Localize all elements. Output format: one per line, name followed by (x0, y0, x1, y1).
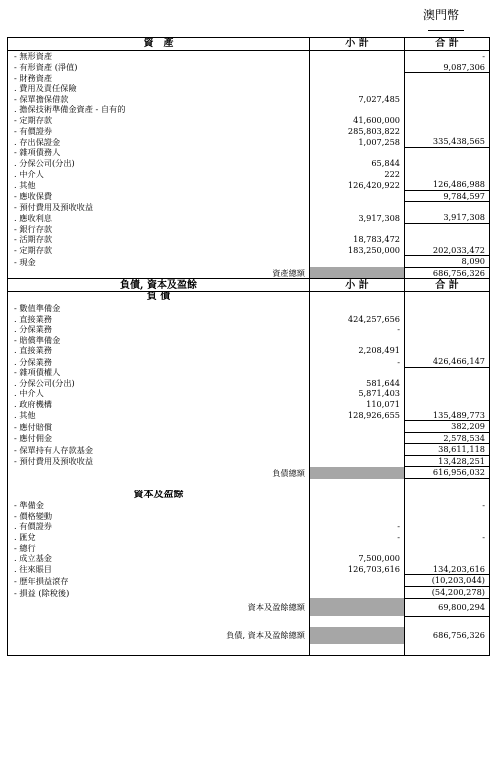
line-item-row (8, 444, 490, 456)
capital-total-row (8, 598, 490, 616)
line-item-total: - (482, 51, 485, 61)
line-item-subtotal: 285,803,822 (310, 126, 405, 137)
line-item-row (8, 158, 490, 169)
line-item-row (8, 202, 490, 213)
line-item-total (405, 234, 490, 245)
liabilities-total-row (8, 467, 490, 479)
line-item-label: - 銀行存款 (8, 224, 310, 235)
line-item-row (8, 324, 490, 335)
assets-header-subtotal: 小 計 (310, 38, 405, 51)
line-item-row (8, 410, 490, 421)
line-item-row (8, 388, 490, 399)
line-item-row (8, 378, 490, 389)
line-item-total: 426,466,147 (405, 356, 490, 367)
line-item-row (8, 126, 490, 137)
line-item-label: - 損益 (除稅後) (8, 587, 310, 599)
line-item-subtotal (310, 432, 405, 444)
line-item-subtotal: 7,027,485 (310, 94, 405, 105)
line-item-row (8, 212, 490, 223)
capital-subheader-row (8, 490, 490, 501)
assets-total-value: 686,756,326 (405, 267, 490, 279)
line-item-row (8, 564, 490, 575)
line-item-row (8, 179, 490, 190)
line-item-total (405, 115, 490, 126)
line-item-subtotal: 3,917,308 (310, 212, 405, 223)
assets-header-total: 合 計 (405, 38, 490, 51)
line-item-label: - 預付費用及預收收益 (8, 455, 310, 467)
line-item-row (8, 356, 490, 367)
liabilities-total-shaded-cell (310, 467, 405, 479)
line-item-label: - 財務資產 (8, 73, 310, 84)
assets-header-row (8, 38, 490, 51)
line-item-total (405, 169, 490, 180)
line-item-subtotal: 424,257,656 (310, 314, 405, 325)
line-item-label: - 應收保費 (8, 190, 310, 202)
line-item-label: . 分保業務 (8, 356, 310, 367)
line-item-total: 126,486,988 (405, 179, 490, 190)
line-item-label: . 政府機構 (8, 399, 310, 410)
line-item-total (405, 202, 490, 213)
line-item-subtotal (310, 202, 405, 213)
line-item-total (405, 324, 490, 335)
line-item-row (8, 511, 490, 522)
line-item-total (405, 147, 490, 158)
currency-label: 澳門幣 (423, 8, 460, 22)
line-item-total (405, 83, 490, 94)
liabilities-header-label: 負債, 資本及盈餘 (8, 279, 310, 292)
line-item-total: 8,090 (405, 256, 490, 268)
line-item-row (8, 500, 490, 511)
line-item-subtotal (310, 62, 405, 73)
line-item-label: - 現金 (8, 256, 310, 268)
line-item-label: - 價格變動 (8, 511, 310, 522)
assets-total-row (8, 267, 490, 279)
line-item-total: 382,209 (405, 421, 490, 433)
liabilities-total-label: 負債總額 (8, 467, 310, 479)
line-item-row (8, 399, 490, 410)
liabilities-total-value: 616,956,032 (405, 467, 490, 479)
line-item-total (405, 521, 490, 532)
line-item-label: . 其他 (8, 410, 310, 421)
liabilities-header-row (8, 279, 490, 292)
assets-header-label: 資 產 (8, 38, 310, 51)
line-item-total: (54,200,278) (405, 587, 490, 599)
liabilities-header-total: 合 計 (405, 279, 490, 292)
line-item-label: . 有價證券 (8, 521, 310, 532)
line-item-label: . 其他 (8, 179, 310, 190)
line-item-label: - 數值準備金 (8, 303, 310, 314)
line-item-total (405, 367, 490, 378)
line-item-subtotal (310, 51, 405, 62)
line-item-subtotal: - (310, 324, 405, 335)
line-item-subtotal: 110,071 (310, 399, 405, 410)
line-item-row (8, 543, 490, 554)
line-item-row (8, 51, 490, 62)
line-item-row (8, 104, 490, 115)
line-item-label: . 成立基金 (8, 553, 310, 564)
line-item-total: 335,438,565 (405, 136, 490, 147)
line-item-total (405, 126, 490, 137)
line-item-total: 9,087,306 (405, 62, 490, 73)
line-item-subtotal: 65,844 (310, 158, 405, 169)
line-item-subtotal: - (310, 532, 405, 543)
capital-section (8, 500, 490, 598)
line-item-subtotal: 222 (310, 169, 405, 180)
line-item-label: . 費用及責任保險 (8, 83, 310, 94)
line-item-label: - 定期存款 (8, 115, 310, 126)
line-item-subtotal: 7,500,000 (310, 553, 405, 564)
line-item-subtotal (310, 303, 405, 314)
line-item-label: . 分保公司(分出) (8, 378, 310, 389)
line-item-subtotal: - (310, 356, 405, 367)
line-item-row (8, 190, 490, 202)
line-item-subtotal (310, 543, 405, 554)
line-item-total: 3,917,308 (405, 212, 490, 223)
capital-total-label: 資本及盈餘總額 (8, 598, 310, 616)
line-item-total (405, 345, 490, 356)
line-item-total: 38,611,118 (405, 444, 490, 456)
line-item-total: 202,033,472 (405, 245, 490, 256)
line-item-total: 135,489,773 (405, 410, 490, 421)
line-item-row (8, 256, 490, 268)
line-item-subtotal: 41,600,000 (310, 115, 405, 126)
line-item-subtotal: 183,250,000 (310, 245, 405, 256)
line-item-label: - 保單持有人存款基金 (8, 444, 310, 456)
line-item-label: - 活期存款 (8, 234, 310, 245)
line-item-subtotal: 18,783,472 (310, 234, 405, 245)
grand-total-row (8, 627, 490, 644)
line-item-subtotal: 5,871,403 (310, 388, 405, 399)
line-item-row (8, 169, 490, 180)
line-item-row (8, 553, 490, 564)
line-item-subtotal (310, 455, 405, 467)
line-item-subtotal (310, 73, 405, 84)
capital-subheader: 資本及盈餘 (8, 490, 310, 501)
balance-sheet-table (7, 37, 490, 656)
currency-underline (428, 30, 464, 31)
line-item-total: 9,784,597 (405, 190, 490, 202)
line-item-label: - 無形資產 (8, 51, 310, 62)
line-item-label: - 歷年損益滾存 (8, 575, 310, 587)
line-item-row (8, 224, 490, 235)
liabilities-section (8, 279, 490, 467)
line-item-row (8, 521, 490, 532)
line-item-subtotal (310, 500, 405, 511)
line-item-label: - 定期存款 (8, 245, 310, 256)
line-item-subtotal (310, 83, 405, 94)
line-item-subtotal: 1,007,258 (310, 136, 405, 147)
line-item-label: - 總行 (8, 543, 310, 554)
line-item-subtotal: 2,208,491 (310, 345, 405, 356)
line-item-row (8, 421, 490, 433)
line-item-total: - (482, 500, 485, 511)
line-item-total (405, 399, 490, 410)
line-item-total (405, 388, 490, 399)
line-item-total (405, 378, 490, 389)
line-item-label: . 分保業務 (8, 324, 310, 335)
line-item-total: (10,203,044) (405, 575, 490, 587)
line-item-label: . 匯兌 (8, 532, 310, 543)
line-item-label: . 直接業務 (8, 345, 310, 356)
capital-total-shaded-cell (310, 598, 405, 616)
line-item-row (8, 455, 490, 467)
line-item-total (405, 543, 490, 554)
line-item-total (405, 511, 490, 522)
line-item-label: - 應付賠償 (8, 421, 310, 433)
line-item-subtotal (310, 575, 405, 587)
line-item-total (405, 73, 490, 84)
assets-total-section (8, 267, 490, 279)
line-item-subtotal: 128,926,655 (310, 410, 405, 421)
line-item-label: . 往來賬目 (8, 564, 310, 575)
line-item-subtotal: 126,703,616 (310, 564, 405, 575)
line-item-total: 2,578,534 (405, 432, 490, 444)
line-item-label: . 中介人 (8, 388, 310, 399)
line-item-row (8, 303, 490, 314)
line-item-row (8, 147, 490, 158)
line-item-row (8, 335, 490, 346)
line-item-row (8, 115, 490, 126)
grand-total-label: 負債, 資本及盈餘總額 (8, 627, 310, 644)
line-item-total: 134,203,616 (405, 564, 490, 575)
line-item-row (8, 94, 490, 105)
line-item-label: - 有價證券 (8, 126, 310, 137)
line-item-label: - 保單擔保借款 (8, 94, 310, 105)
line-item-label: . 存出保證金 (8, 136, 310, 147)
line-item-subtotal (310, 256, 405, 268)
assets-section (8, 38, 490, 268)
line-item-subtotal (310, 224, 405, 235)
line-item-subtotal (310, 190, 405, 202)
line-item-total (405, 94, 490, 105)
line-item-total (405, 335, 490, 346)
line-item-subtotal (310, 335, 405, 346)
grand-total-shaded-cell (310, 627, 405, 644)
line-item-subtotal (310, 587, 405, 599)
line-item-row (8, 136, 490, 147)
line-item-subtotal (310, 444, 405, 456)
line-item-subtotal (310, 147, 405, 158)
line-item-total: - (482, 532, 485, 543)
line-item-subtotal (310, 511, 405, 522)
capital-total-value: 69,800,294 (405, 598, 490, 616)
line-item-label: - 準備金 (8, 500, 310, 511)
line-item-subtotal (310, 421, 405, 433)
line-item-row (8, 587, 490, 599)
line-item-label: - 應付佣金 (8, 432, 310, 444)
line-item-row (8, 62, 490, 73)
line-item-total: 13,428,251 (405, 455, 490, 467)
line-item-total (405, 553, 490, 564)
line-item-row (8, 532, 490, 543)
liabilities-subheader-row (8, 292, 490, 303)
line-item-subtotal: - (310, 521, 405, 532)
line-item-row (8, 234, 490, 245)
line-item-label: . 中介人 (8, 169, 310, 180)
line-item-total (405, 224, 490, 235)
line-item-label: . 擔保技術準備金資產 - 自有的 (8, 104, 310, 115)
line-item-label: . 應收利息 (8, 212, 310, 223)
line-item-total (405, 104, 490, 115)
line-item-row (8, 575, 490, 587)
line-item-total (405, 303, 490, 314)
line-item-row (8, 83, 490, 94)
assets-total-shaded-cell (310, 267, 405, 279)
line-item-total (405, 158, 490, 169)
line-item-label: - 雜項債權人 (8, 367, 310, 378)
liabilities-header-subtotal: 小 計 (310, 279, 405, 292)
line-item-total (405, 314, 490, 325)
capital-total-section (8, 598, 490, 655)
line-item-subtotal: 126,420,922 (310, 179, 405, 190)
line-item-row (8, 367, 490, 378)
line-item-label: . 分保公司(分出) (8, 158, 310, 169)
liabilities-total-section (8, 467, 490, 500)
line-item-label: - 雜項債務人 (8, 147, 310, 158)
line-item-label: - 賠償準備金 (8, 335, 310, 346)
line-item-row (8, 432, 490, 444)
assets-total-label: 資產總額 (8, 267, 310, 279)
liabilities-subheader: 負 債 (8, 292, 310, 303)
line-item-label: . 直接業務 (8, 314, 310, 325)
line-item-subtotal: 581,644 (310, 378, 405, 389)
line-item-label: - 預付費用及預收收益 (8, 202, 310, 213)
line-item-subtotal (310, 367, 405, 378)
line-item-label: - 有形資產 (淨值) (8, 62, 310, 73)
line-item-subtotal (310, 104, 405, 115)
grand-total-value: 686,756,326 (432, 630, 485, 641)
line-item-row (8, 314, 490, 325)
line-item-row (8, 73, 490, 84)
line-item-row (8, 245, 490, 256)
line-item-row (8, 345, 490, 356)
